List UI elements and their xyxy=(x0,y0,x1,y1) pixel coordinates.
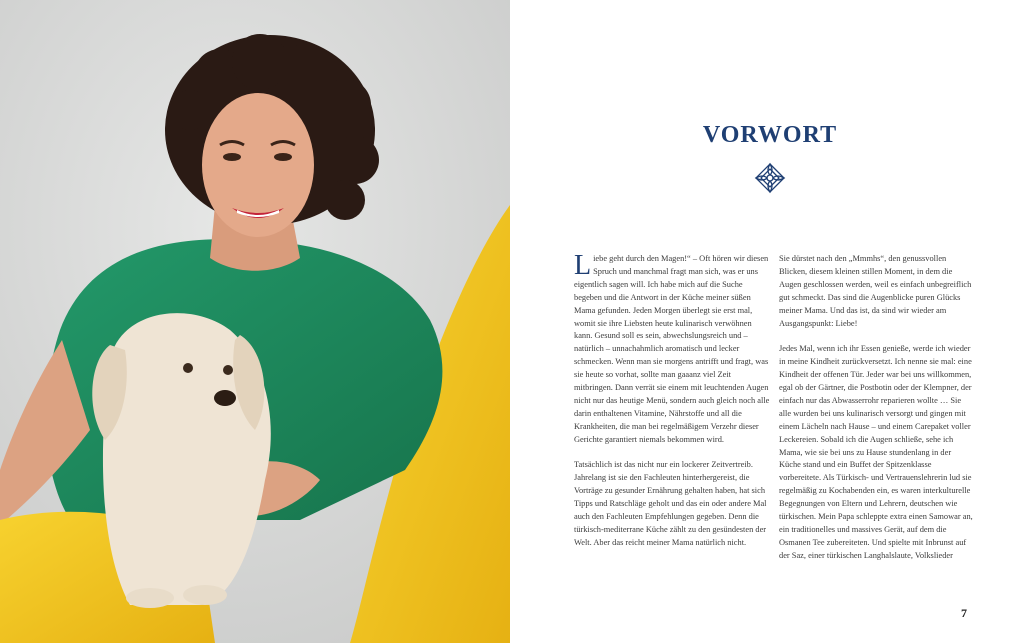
page-number: 7 xyxy=(961,606,967,620)
foreword-page xyxy=(510,0,1020,643)
paragraph: Jedes Mal, wenn ich ihr Essen genieße, werde ich wieder in meine Kindheit zurückversetzt. Ich nenne sie mal: eine Kindheit der offenen Tür. Jeder war bei uns willkommen, egal ob der Gärtner, die Postbotin oder der Klempner, der einfach nur das Abwasserrohr reparieren wollte … Sie alle wurden bei uns kulinarisch versorgt und gingen mit einem Lächeln nach Hause – und einem Carepaket voller Leckereien. Sobald ich die Augen schließe, sehe ich Mama, wie sie bei uns zu Hause stundenlang in der Küche stand und ein Buffet der Spitzenklasse vorbereitete. Als Türkisch- und Vertrauenslehrerin lud sie regelmäßig zu Kochabenden ein, es waren interkulturelle Begegnungen von Eltern und Lehrern, deutschen wie türkischen. Mein Papa schleppte extra einen Samowar an, ein traditionelles und massives Gerät, auf dem die Osmanen Tee zubereiteten. Und spielte mit Inbrunst auf der Saz, einer türkischen Langhalslaute, Volkslieder xyxy=(779,344,973,560)
text-column-left xyxy=(574,250,770,563)
flower-ornament-icon xyxy=(754,162,786,194)
page-title: VORWORT xyxy=(702,122,838,148)
dropcap: L xyxy=(574,250,592,281)
paragraph: Sie dürstet nach den „Mmmhs“, den genussvollen Blicken, diesem kleinen stillen Moment, in dem die Augen geschlossen werden, weil es einfach unbegreiflich gut schmeckt. Das sind die Augenblicke puren Glücks meiner Mama. Und das ist, da sind wir wieder am Ausgangspunkt: Liebe! xyxy=(779,254,972,328)
text-column-right xyxy=(779,253,975,576)
paragraph xyxy=(574,250,770,447)
paragraph-text: iebe geht durch den Magen!“ – Oft hören wir diesen Spruch und manchmal fragt man sich, was er uns eigentlich sagen will. Ich habe mich auf die Suche begeben und die Antwort in der Küche meiner süßen Mama gefunden. Jeden Morgen überlegt sie erst mal, womit sie ihre Liebsten heute kulinarisch verwöhnen kann. Gesund soll es sein, abwechslungsreich und – natürlich – unnachahmlich aromatisch und lecker schmecken. Wenn man sie morgens antrifft und fragt, was sie heute so vorhat, sollte man gaaanz viel Zeit mitbringen. Dann verrät sie einem mit leuchtenden Augen nicht nur das heutige Menü, sondern auch gleich noch alle darin enthaltenen Vitamine, Nährstoffe und all die Krankheiten, die man bei regelmäßigem Verzehr dieser Gerichte garantiert niemals bekommen wird. xyxy=(574,254,770,444)
paragraph: Tatsächlich ist das nicht nur ein lockerer Zeitvertreib. Jahrelang ist sie den Fachleuten hinterhergereist, die Vorträge zu gesunder Ernährung gehalten haben, hat sich Tipps und Ratschläge geholt und das ein oder andere Mal auch den Fachleuten Empfehlungen gegeben. Denn die türkisch-mediterrane Küche zählt zu den gesündesten der Welt. Aber das reicht meiner Mama natürlich nicht. xyxy=(574,460,767,547)
